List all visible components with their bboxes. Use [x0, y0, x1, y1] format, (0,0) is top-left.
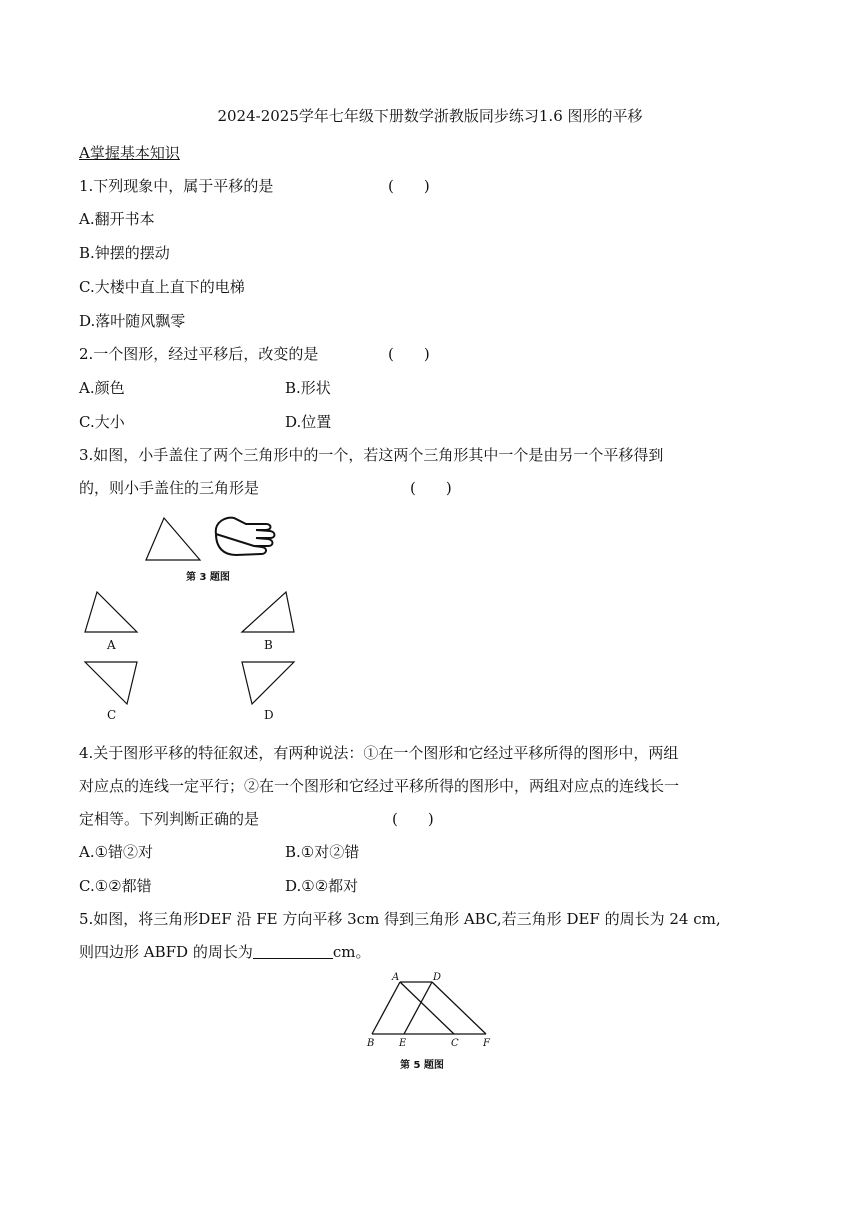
q1-option-c: C.大楼中直上直下的电梯: [79, 278, 245, 296]
page-title: 2024-2025学年七年级下册数学浙教版同步练习1.6 图形的平移: [217, 107, 643, 125]
segment-df: [432, 982, 486, 1034]
q4-stem-line1: 4.关于图形平移的特征叙述，有两种说法：①在一个图形和它经过平移所得的图形中，两组: [79, 744, 679, 762]
q5-stem-line1: 5.如图，将三角形DEF 沿 FE 方向平移 3cm 得到三角形 ABC,若三角形 DEF 的周长为 24 cm,: [79, 910, 721, 928]
label-a: A: [392, 972, 400, 983]
q2-stem: 2.一个图形，经过平移后，改变的是: [79, 345, 319, 363]
q2-option-d: D.位置: [285, 413, 332, 431]
q3-option-a-triangle: [83, 590, 143, 635]
q1-option-d: D.落叶随风飘零: [79, 312, 186, 330]
q1-answer-bracket: ( ): [388, 177, 430, 195]
q2-answer-bracket: ( ): [388, 345, 430, 363]
q5-figure: [362, 972, 502, 1052]
q3-option-c-triangle: [83, 660, 143, 708]
q1-stem: 1.下列现象中，属于平移的是: [79, 177, 274, 195]
label-e: E: [399, 1038, 407, 1049]
q2-option-a: A.颜色: [79, 379, 125, 397]
q4-option-d: D.①②都对: [285, 877, 359, 895]
q1-option-b: B.钟摆的摆动: [79, 244, 170, 262]
q3-option-c-label: C: [107, 708, 117, 722]
q2-option-b: B.形状: [285, 379, 331, 397]
label-c: C: [451, 1038, 459, 1049]
q5-stem-line2-prefix: 则四边形 ABFD 的周长为: [79, 943, 253, 961]
label-f: F: [483, 1038, 490, 1049]
q4-answer-bracket: ( ): [392, 810, 434, 828]
q3-stem-line1: 3.如图，小手盖住了两个三角形中的一个，若这两个三角形其中一个是由另一个平移得到: [79, 446, 664, 464]
label-b: B: [367, 1038, 375, 1049]
q4-stem-line2: 对应点的连线一定平行；②在一个图形和它经过平移所得的图形中，两组对应点的连线长一: [79, 777, 680, 795]
q2-option-c: C.大小: [79, 413, 125, 431]
q4-option-a: A.①错②对: [79, 843, 154, 861]
q3-option-b-label: B: [264, 638, 273, 652]
q1-option-a: A.翻开书本: [79, 210, 155, 228]
q3-option-d-label: D: [264, 708, 274, 722]
q4-stem-line3: 定相等。下列判断正确的是: [79, 810, 260, 828]
q3-option-b-triangle: [240, 590, 300, 635]
q3-option-a-label: A: [107, 638, 116, 652]
q5-figure-caption: 第 5 题图: [400, 1060, 444, 1071]
segment-ab: [372, 982, 400, 1034]
q3-stem-line2: 的，则小手盖住的三角形是: [79, 479, 260, 497]
q5-stem-line2: [79, 941, 370, 962]
hand-icon: [216, 518, 275, 555]
q3-figure: [140, 510, 280, 570]
section-a-heading: A掌握基本知识: [79, 144, 180, 162]
q4-option-b: B.①对②错: [285, 843, 360, 861]
q3-figure-caption: 第 3 题图: [186, 572, 230, 583]
q3-answer-bracket: ( ): [410, 479, 452, 497]
q5-answer-blank[interactable]: [253, 944, 333, 959]
q3-option-d-triangle: [240, 660, 300, 708]
q4-option-c: C.①②都错: [79, 877, 152, 895]
label-d: D: [433, 972, 442, 983]
q3-visible-triangle: [146, 518, 200, 560]
q5-stem-line2-suffix: cm。: [332, 943, 371, 961]
